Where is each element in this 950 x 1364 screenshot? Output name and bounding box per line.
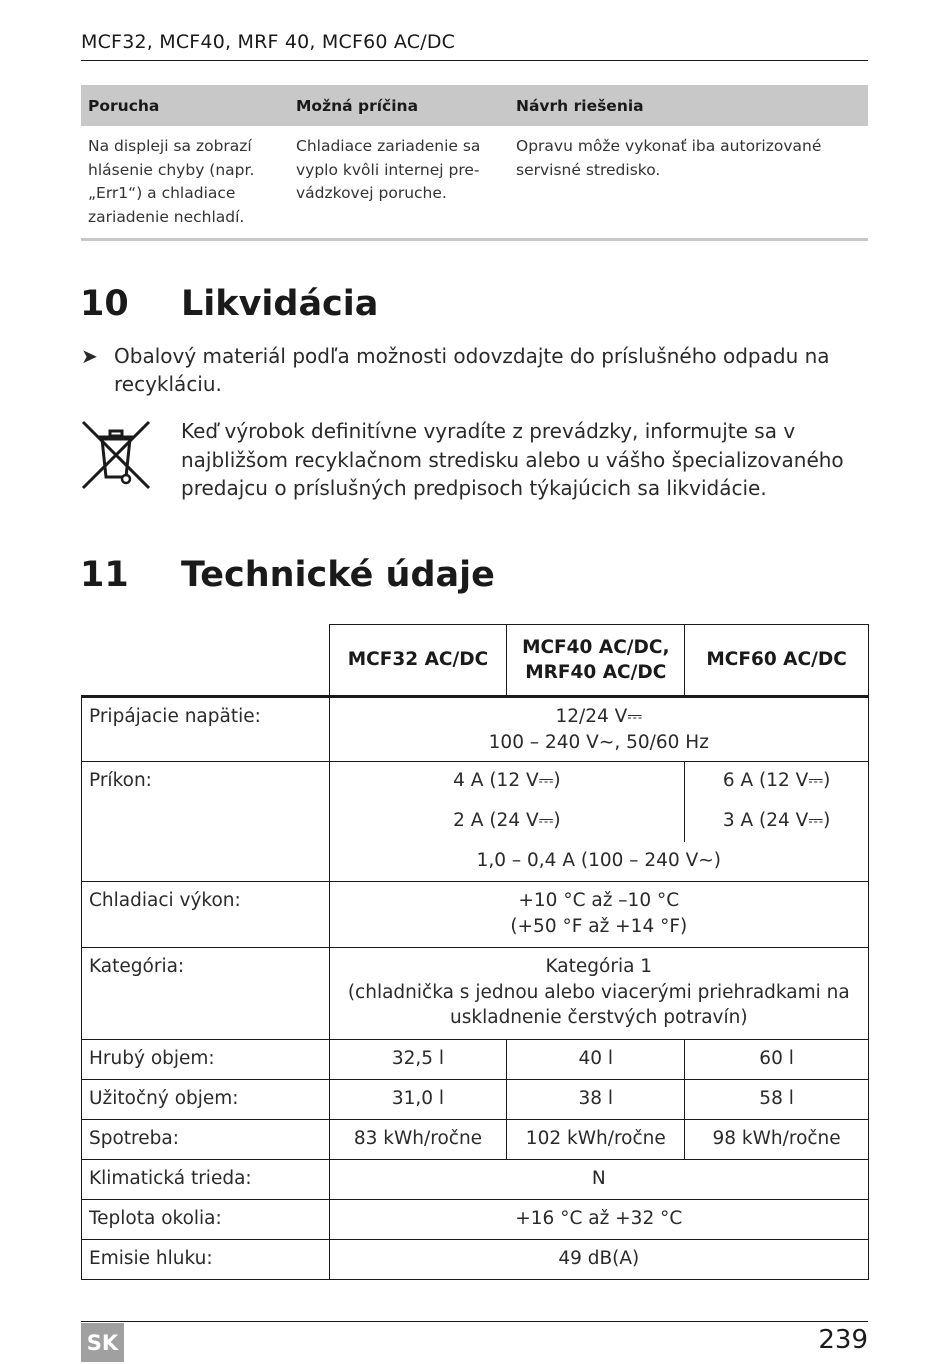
model-header-mcf40 — [507, 625, 685, 697]
table-row — [82, 762, 869, 802]
model-mcf60-label: MCF60 AC/DC — [706, 649, 847, 671]
row-label: Teplota okolia: — [82, 1200, 330, 1240]
table-row — [82, 948, 869, 1040]
gross-volume-mcf32: 32,5 l — [329, 1040, 507, 1080]
document-header: MCF32, MCF40, MRF 40, MCF60 AC/DC — [81, 31, 456, 53]
table-row — [82, 1160, 869, 1200]
ambient-temperature-value: +16 °C až +32 °C — [329, 1200, 868, 1240]
bullet-text: Obalový materiál podľa možnosti odovzdajte do príslušného odpadu na recykláciu. — [114, 344, 830, 396]
row-label: Užitočný objem: — [82, 1080, 330, 1120]
table-row — [82, 1240, 869, 1280]
power-12v-mcf60: 6 A (12 V⎓) — [685, 762, 869, 802]
table-row — [82, 882, 869, 948]
table-row — [82, 1120, 869, 1160]
section-number-11: 11 — [80, 555, 129, 595]
crossed-out-wheelie-bin-icon — [80, 419, 152, 491]
consumption-mcf60: 98 kWh/ročne — [685, 1120, 869, 1160]
header-divider — [81, 60, 868, 61]
solution-cell: Opravu môže vykonať iba autorizované servisné stredisko. — [516, 137, 822, 179]
power-12v-mcf32-mcf40: 4 A (12 V⎓) — [329, 762, 685, 802]
category-line-3: uskladnenie čerstvých potravín) — [450, 1007, 748, 1028]
voltage-value — [329, 697, 868, 762]
noise-emission-value: 49 dB(A) — [329, 1240, 868, 1280]
column-header-solution: Návrh riešenia — [516, 96, 644, 115]
net-volume-mcf32: 31,0 l — [329, 1080, 507, 1120]
footer-divider — [81, 1321, 868, 1322]
page-number: 239 — [818, 1325, 868, 1355]
consumption-mcf32: 83 kWh/ročne — [329, 1120, 507, 1160]
category-line-1: Kategória 1 — [545, 956, 653, 977]
row-label: Príkon: — [82, 762, 330, 882]
section-title-technical-data: Technické údaje — [181, 555, 495, 595]
language-badge: SK — [81, 1323, 124, 1362]
fault-cell: Na displeji sa zobrazí hlásenie chyby (napr. „Err1“) a chladiace zariadenie nechladí. — [88, 137, 255, 226]
table-row — [82, 1080, 869, 1120]
technical-data-table — [81, 624, 869, 1280]
column-header-cause: Možná príčina — [296, 96, 419, 115]
category-value — [329, 948, 868, 1040]
row-label: Emisie hluku: — [82, 1240, 330, 1280]
model-header-mcf32 — [329, 625, 507, 697]
cooling-value — [329, 882, 868, 948]
troubleshooting-table-header — [81, 85, 868, 126]
model-mrf40-label: MRF40 AC/DC — [525, 662, 667, 683]
consumption-mcf40: 102 kWh/ročne — [507, 1120, 685, 1160]
cooling-celsius: +10 °C až –10 °C — [518, 890, 680, 911]
row-label: Spotreba: — [82, 1120, 330, 1160]
table-bottom-rule — [81, 238, 868, 241]
row-label: Pripájacie napätie: — [82, 697, 330, 762]
column-header-fault: Porucha — [88, 96, 160, 115]
disposal-paragraph: Keď výrobok definitívne vyradíte z prevádzky, informujte sa v najbližšom recyklačnom stredisku alebo u vášho špecializovaného predajcu o príslušných predpisoch týkajúcich sa likvidácie. — [181, 419, 844, 500]
gross-volume-mcf60: 60 l — [685, 1040, 869, 1080]
power-ac-all: 1,0 – 0,4 A (100 – 240 V∼) — [329, 842, 868, 882]
row-label: Chladiaci výkon: — [82, 882, 330, 948]
row-label: Kategória: — [82, 948, 330, 1040]
net-volume-mcf40: 38 l — [507, 1080, 685, 1120]
voltage-dc: 12/24 V⎓ — [555, 706, 643, 727]
row-label: Hrubý objem: — [82, 1040, 330, 1080]
bullet-arrow-icon: ➤ — [81, 344, 98, 368]
power-24v-mcf60: 3 A (24 V⎓) — [685, 802, 869, 842]
gross-volume-mcf40: 40 l — [507, 1040, 685, 1080]
table-row — [81, 126, 868, 238]
troubleshooting-table — [81, 85, 868, 241]
net-volume-mcf60: 58 l — [685, 1080, 869, 1120]
model-mcf40-label: MCF40 AC/DC, — [522, 636, 670, 658]
category-line-2: (chladnička s jednou alebo viacerými priehradkami na — [347, 981, 850, 1003]
climate-class-value: N — [329, 1160, 868, 1200]
cooling-fahrenheit: (+50 °F až +14 °F) — [510, 915, 688, 937]
section-title-disposal: Likvidácia — [181, 284, 379, 324]
model-header-row — [82, 625, 869, 697]
table-row — [82, 1200, 869, 1240]
model-mcf32-label: MCF32 AC/DC — [347, 649, 489, 671]
table-row — [82, 697, 869, 762]
table-row — [82, 1040, 869, 1080]
section-number-10: 10 — [80, 284, 129, 324]
voltage-ac: 100 – 240 V∼, 50/60 Hz — [488, 731, 709, 753]
power-24v-mcf32-mcf40: 2 A (24 V⎓) — [329, 802, 685, 842]
model-header-mcf60 — [685, 625, 869, 697]
empty-corner-cell — [82, 625, 330, 697]
row-label: Klimatická trieda: — [82, 1160, 330, 1200]
cause-cell: Chladiace zariadenie sa vyplo kvôli internej pre- vádzkovej poruche. — [296, 137, 481, 202]
